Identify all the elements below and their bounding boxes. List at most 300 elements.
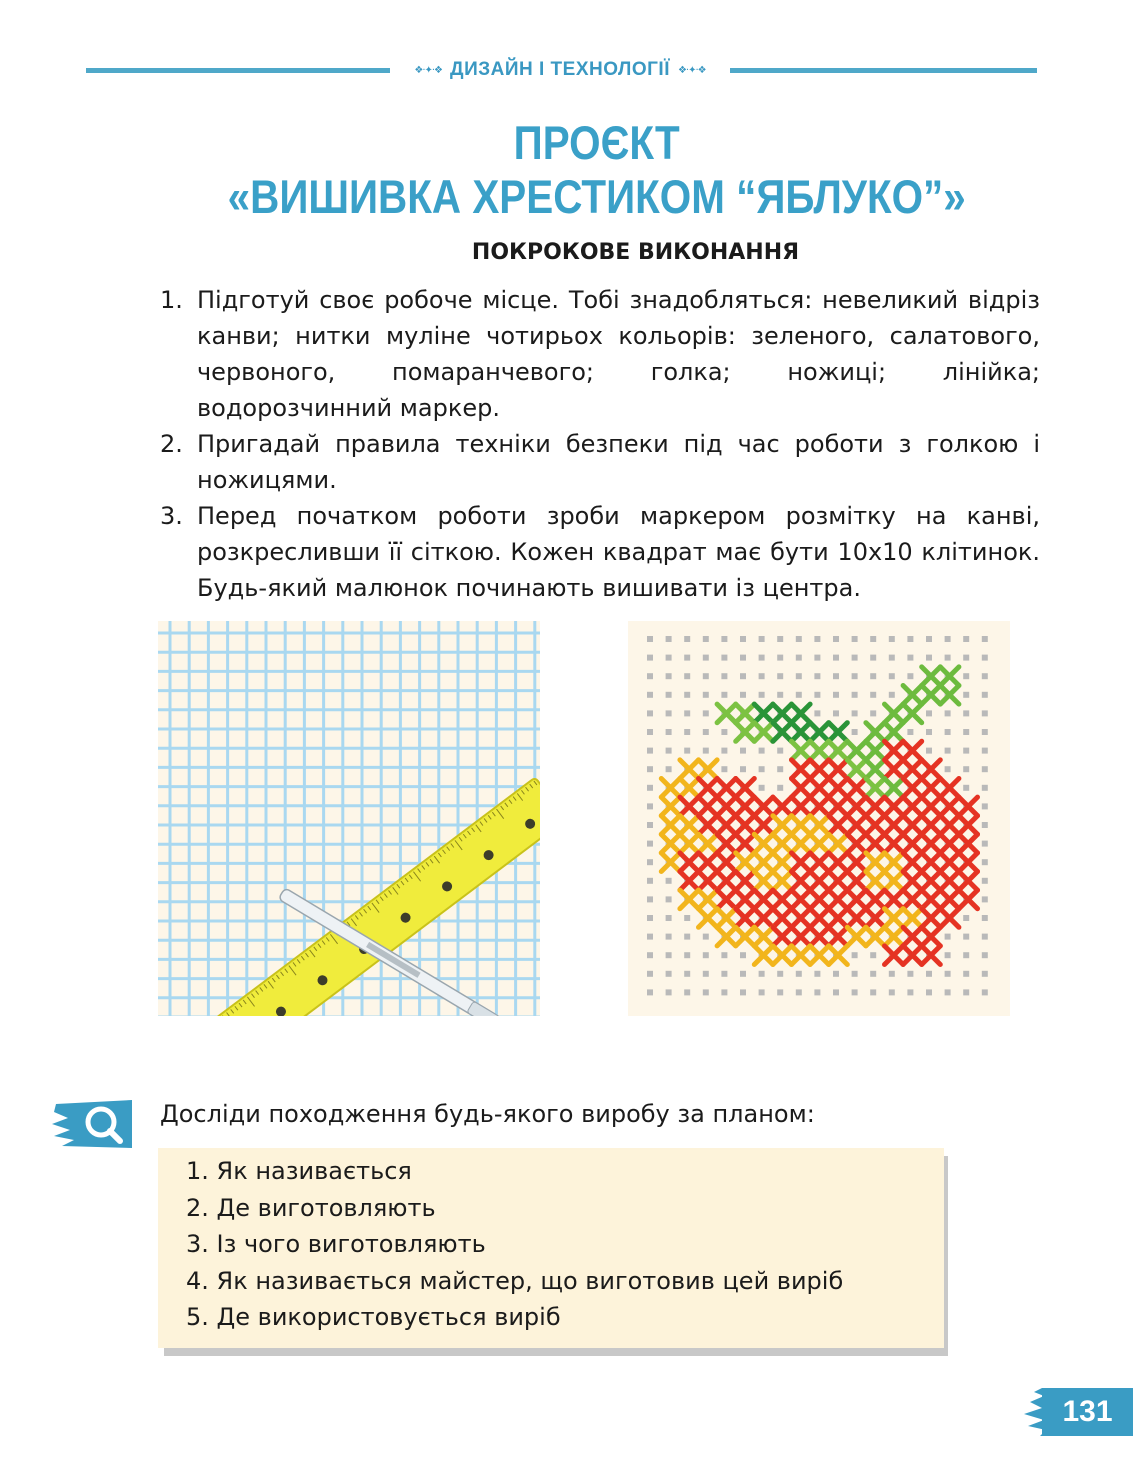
canvas-hole bbox=[833, 692, 839, 698]
canvas-hole bbox=[926, 655, 932, 661]
cross-stitch bbox=[940, 797, 959, 816]
cross-stitch bbox=[922, 909, 941, 928]
plan-box bbox=[158, 1148, 944, 1348]
cross-stitch bbox=[829, 927, 848, 946]
cross-stitch bbox=[717, 927, 736, 946]
cross-stitch bbox=[773, 946, 792, 965]
cross-stitch bbox=[810, 816, 829, 835]
cross-stitch bbox=[866, 760, 885, 779]
cross-stitch bbox=[922, 853, 941, 872]
cross-stitch bbox=[903, 853, 922, 872]
cross-stitch bbox=[754, 927, 773, 946]
cross-stitch bbox=[866, 853, 885, 872]
cross-stitch bbox=[866, 834, 885, 853]
canvas-hole bbox=[666, 729, 672, 735]
canvas-hole bbox=[777, 673, 783, 679]
cross-stitch bbox=[810, 723, 829, 742]
canvas-hole bbox=[703, 952, 709, 958]
canvas-hole bbox=[666, 896, 672, 902]
canvas-hole bbox=[721, 655, 727, 661]
canvas-hole bbox=[759, 692, 765, 698]
canvas-hole bbox=[963, 952, 969, 958]
canvas-hole bbox=[703, 989, 709, 995]
canvas-hole bbox=[759, 766, 765, 772]
cross-stitch bbox=[773, 853, 792, 872]
cross-stitch bbox=[940, 816, 959, 835]
canvas-hole bbox=[982, 748, 988, 754]
cross-stitch bbox=[754, 797, 773, 816]
canvas-hole bbox=[852, 673, 858, 679]
cross-stitch bbox=[717, 834, 736, 853]
canvas-hole bbox=[684, 692, 690, 698]
cross-stitch bbox=[922, 927, 941, 946]
cross-stitch bbox=[773, 927, 792, 946]
cross-stitch bbox=[810, 779, 829, 798]
canvas-hole bbox=[907, 655, 913, 661]
cross-stitch bbox=[810, 760, 829, 779]
canvas-hole bbox=[721, 692, 727, 698]
canvas-hole bbox=[982, 636, 988, 642]
cross-stitch bbox=[717, 704, 736, 723]
page-number: 131 bbox=[1042, 1388, 1133, 1436]
cross-stitch bbox=[792, 872, 811, 891]
canvas-hole bbox=[684, 915, 690, 921]
cross-stitch bbox=[903, 816, 922, 835]
cross-stitch bbox=[829, 760, 848, 779]
canvas-hole bbox=[759, 655, 765, 661]
cross-stitch bbox=[829, 797, 848, 816]
plan-item: 4. Як називається майстер, що виготовив цей виріб bbox=[186, 1266, 844, 1295]
canvas-hole bbox=[740, 655, 746, 661]
cross-stitch bbox=[661, 834, 680, 853]
canvas-hole bbox=[721, 729, 727, 735]
cross-stitch bbox=[699, 890, 718, 909]
cross-stitch bbox=[736, 723, 755, 742]
cross-stitch bbox=[847, 816, 866, 835]
cross-stitch bbox=[754, 890, 773, 909]
cross-stitch bbox=[866, 909, 885, 928]
cross-stitch bbox=[754, 704, 773, 723]
canvas-hole bbox=[945, 952, 951, 958]
cross-stitch bbox=[680, 872, 699, 891]
canvas-hole bbox=[982, 934, 988, 940]
canvas-hole bbox=[684, 636, 690, 642]
canvas-hole bbox=[796, 971, 802, 977]
canvas-hole bbox=[684, 655, 690, 661]
canvas-hole bbox=[889, 636, 895, 642]
canvas-hole bbox=[870, 673, 876, 679]
cross-stitch bbox=[792, 741, 811, 760]
cross-stitch bbox=[736, 909, 755, 928]
cross-stitch bbox=[885, 872, 904, 891]
canvas-hole bbox=[907, 673, 913, 679]
cross-stitch bbox=[717, 779, 736, 798]
cross-stitch bbox=[885, 779, 904, 798]
cross-stitch bbox=[959, 797, 978, 816]
cross-stitch bbox=[922, 667, 941, 686]
canvas-hole bbox=[703, 692, 709, 698]
cross-stitch bbox=[829, 853, 848, 872]
canvas-hole bbox=[666, 692, 672, 698]
header-section bbox=[390, 56, 730, 84]
apple-cross-stitch-illustration bbox=[628, 621, 1010, 1016]
cross-stitch bbox=[866, 797, 885, 816]
canvas-hole bbox=[814, 673, 820, 679]
canvas-hole bbox=[907, 636, 913, 642]
cross-stitch bbox=[810, 946, 829, 965]
canvas-hole bbox=[982, 692, 988, 698]
cross-stitch bbox=[885, 946, 904, 965]
cross-stitch bbox=[792, 946, 811, 965]
canvas-hole bbox=[777, 748, 783, 754]
step-item bbox=[160, 426, 1040, 498]
canvas-hole bbox=[945, 766, 951, 772]
canvas-hole bbox=[703, 971, 709, 977]
canvas-hole bbox=[963, 692, 969, 698]
canvas-hole bbox=[666, 748, 672, 754]
cross-stitch bbox=[847, 853, 866, 872]
canvas-hole bbox=[647, 710, 653, 716]
cross-stitch bbox=[754, 872, 773, 891]
ornament-left-icon: ❖·✦·❖ bbox=[414, 64, 443, 76]
canvas-hole bbox=[907, 971, 913, 977]
canvas-hole bbox=[963, 915, 969, 921]
canvas-hole bbox=[852, 952, 858, 958]
step-text: Підготуй своє робоче місце. Тобі знадобляться: невеликий відріз канви; нитки муліне чотирьох кольорів: зеленого, салатового, червоного, помаранчевого; голка; ножиці; лінійка; водорозчинний маркер. bbox=[197, 286, 1040, 422]
canvas-hole bbox=[982, 766, 988, 772]
cross-stitch bbox=[736, 704, 755, 723]
canvas-hole bbox=[759, 971, 765, 977]
section-subtitle: ПОКРОКОВЕ ВИКОНАННЯ bbox=[471, 240, 800, 265]
cross-stitch bbox=[866, 779, 885, 798]
canvas-hole bbox=[963, 785, 969, 791]
canvas-hole bbox=[982, 822, 988, 828]
cross-stitch bbox=[736, 872, 755, 891]
canvas-hole bbox=[684, 952, 690, 958]
section-title: ДИЗАЙН І ТЕХНОЛОГІЇ bbox=[450, 59, 670, 80]
cross-stitch bbox=[829, 723, 848, 742]
cross-stitch bbox=[922, 816, 941, 835]
cross-stitch bbox=[792, 890, 811, 909]
cross-stitch bbox=[736, 797, 755, 816]
cross-stitch bbox=[940, 779, 959, 798]
step-text: Пригадай правила техніки безпеки під час роботи з голкою і ножицями. bbox=[197, 430, 1040, 494]
canvas-hole bbox=[814, 692, 820, 698]
plan-item: 1. Як називається bbox=[186, 1157, 412, 1185]
cross-stitch bbox=[717, 890, 736, 909]
canvas-hole bbox=[814, 971, 820, 977]
cross-stitch bbox=[792, 816, 811, 835]
canvas-hole bbox=[666, 971, 672, 977]
cross-stitch bbox=[810, 927, 829, 946]
cross-stitch bbox=[866, 741, 885, 760]
cross-stitch bbox=[959, 890, 978, 909]
cross-stitch bbox=[940, 686, 959, 705]
cross-stitch bbox=[773, 797, 792, 816]
cross-stitch bbox=[680, 760, 699, 779]
cross-stitch bbox=[885, 760, 904, 779]
cross-stitch bbox=[903, 779, 922, 798]
canvas-hole bbox=[666, 878, 672, 884]
cross-stitch bbox=[661, 853, 680, 872]
step-text: Перед початком роботи зроби маркером розмітку на канві, розкресливши її сіткою. Кожен квадрат має бути 10х10 клітинок. Будь-який малюнок починають вишивати із центра. bbox=[197, 502, 1040, 602]
canvas-hole bbox=[833, 673, 839, 679]
canvas-hole bbox=[796, 636, 802, 642]
cross-stitch bbox=[959, 853, 978, 872]
cross-stitch bbox=[736, 834, 755, 853]
canvas-hole bbox=[647, 803, 653, 809]
canvas-hole bbox=[703, 710, 709, 716]
research-instruction: Досліди походження будь-якого виробу за планом: bbox=[160, 1100, 815, 1128]
cross-stitch bbox=[736, 890, 755, 909]
cross-stitch bbox=[736, 816, 755, 835]
cross-stitch bbox=[754, 816, 773, 835]
cross-stitch bbox=[773, 872, 792, 891]
cross-stitch bbox=[773, 909, 792, 928]
cross-stitch bbox=[847, 872, 866, 891]
canvas-hole bbox=[926, 636, 932, 642]
canvas-hole bbox=[647, 859, 653, 865]
page-title-line1: ПРОЄКТ bbox=[513, 116, 680, 169]
canvas-hole bbox=[814, 989, 820, 995]
canvas-hole bbox=[982, 841, 988, 847]
cross-stitch bbox=[922, 872, 941, 891]
cross-stitch bbox=[717, 797, 736, 816]
cross-stitch bbox=[885, 816, 904, 835]
cross-stitch bbox=[885, 723, 904, 742]
cross-stitch bbox=[903, 946, 922, 965]
cross-stitch bbox=[773, 723, 792, 742]
cross-stitch bbox=[792, 760, 811, 779]
cross-stitch bbox=[866, 872, 885, 891]
cross-stitch bbox=[903, 704, 922, 723]
canvas-hole bbox=[963, 673, 969, 679]
canvas-hole bbox=[721, 636, 727, 642]
canvas-hole bbox=[870, 692, 876, 698]
canvas-hole bbox=[945, 655, 951, 661]
cross-stitch bbox=[773, 704, 792, 723]
canvas-hole bbox=[647, 841, 653, 847]
cross-stitch bbox=[922, 686, 941, 705]
canvas-hole bbox=[982, 785, 988, 791]
canvas-hole bbox=[889, 655, 895, 661]
canvas-hole bbox=[945, 710, 951, 716]
canvas-hole bbox=[889, 673, 895, 679]
cross-stitch bbox=[680, 797, 699, 816]
cross-stitch bbox=[847, 927, 866, 946]
cross-stitch bbox=[885, 741, 904, 760]
cross-stitch bbox=[959, 816, 978, 835]
steps-list bbox=[160, 282, 1040, 606]
canvas-hole bbox=[796, 655, 802, 661]
canvas-hole bbox=[963, 989, 969, 995]
plan-list bbox=[186, 1153, 843, 1336]
canvas-hole bbox=[963, 971, 969, 977]
canvas-hole bbox=[982, 859, 988, 865]
cross-stitch bbox=[829, 741, 848, 760]
cross-stitch bbox=[866, 816, 885, 835]
cross-stitch bbox=[866, 723, 885, 742]
canvas-hole bbox=[740, 692, 746, 698]
cross-stitch bbox=[736, 853, 755, 872]
cross-stitch bbox=[699, 779, 718, 798]
canvas-hole bbox=[852, 729, 858, 735]
step-number: 2. bbox=[160, 430, 183, 458]
canvas-hole bbox=[777, 989, 783, 995]
canvas-hole bbox=[647, 673, 653, 679]
cross-stitch bbox=[717, 853, 736, 872]
cross-stitch bbox=[661, 797, 680, 816]
canvas-hole bbox=[647, 766, 653, 772]
canvas-hole bbox=[870, 636, 876, 642]
cross-stitch bbox=[754, 946, 773, 965]
canvas-hole bbox=[926, 710, 932, 716]
canvas-hole bbox=[703, 934, 709, 940]
ruler-body bbox=[200, 777, 540, 1016]
canvas-hole bbox=[666, 952, 672, 958]
canvas-hole bbox=[647, 952, 653, 958]
canvas-hole bbox=[796, 692, 802, 698]
canvas-hole bbox=[703, 673, 709, 679]
cross-stitch bbox=[847, 834, 866, 853]
canvas-hole bbox=[814, 655, 820, 661]
canvas-hole bbox=[796, 989, 802, 995]
canvas-hole bbox=[889, 971, 895, 977]
cross-stitch bbox=[699, 816, 718, 835]
canvas-hole bbox=[684, 971, 690, 977]
canvas-hole bbox=[684, 673, 690, 679]
canvas-hole bbox=[963, 710, 969, 716]
cross-stitch bbox=[792, 927, 811, 946]
cross-stitch bbox=[922, 779, 941, 798]
cross-stitch bbox=[885, 797, 904, 816]
cross-stitch bbox=[940, 667, 959, 686]
cross-stitch bbox=[792, 723, 811, 742]
canvas-hole bbox=[963, 636, 969, 642]
canvas-hole bbox=[647, 692, 653, 698]
canvas-hole bbox=[833, 655, 839, 661]
canvas-hole bbox=[963, 766, 969, 772]
canvas-hole bbox=[945, 989, 951, 995]
canvas-hole bbox=[666, 934, 672, 940]
cross-stitch bbox=[810, 890, 829, 909]
cross-stitch bbox=[754, 834, 773, 853]
canvas-hole bbox=[852, 971, 858, 977]
canvas-hole bbox=[647, 636, 653, 642]
canvas-hole bbox=[740, 952, 746, 958]
canvas-hole bbox=[684, 710, 690, 716]
canvas-hole bbox=[647, 748, 653, 754]
canvas-hole bbox=[666, 636, 672, 642]
cross-stitch bbox=[699, 909, 718, 928]
cross-stitch bbox=[829, 946, 848, 965]
canvas-hole bbox=[982, 803, 988, 809]
cross-stitch bbox=[792, 704, 811, 723]
cross-stitch bbox=[717, 909, 736, 928]
canvas-hole bbox=[721, 989, 727, 995]
canvas-hole bbox=[852, 710, 858, 716]
canvas-hole bbox=[647, 729, 653, 735]
cross-stitch bbox=[680, 779, 699, 798]
canvas-hole bbox=[740, 989, 746, 995]
canvas-hole bbox=[647, 785, 653, 791]
cross-stitch bbox=[773, 816, 792, 835]
cross-stitch bbox=[903, 909, 922, 928]
cross-stitch bbox=[754, 723, 773, 742]
canvas-hole bbox=[647, 878, 653, 884]
step-item bbox=[160, 498, 1040, 606]
cross-stitch bbox=[699, 853, 718, 872]
canvas-hole bbox=[740, 766, 746, 772]
canvas-hole bbox=[907, 729, 913, 735]
cross-stitch bbox=[903, 686, 922, 705]
canvas-hole bbox=[684, 934, 690, 940]
canvas-hole bbox=[926, 729, 932, 735]
plan-item: 3. Із чого виготовляють bbox=[186, 1230, 486, 1258]
canvas-grid-illustration bbox=[158, 621, 540, 1016]
cross-stitch bbox=[829, 872, 848, 891]
canvas-hole bbox=[833, 710, 839, 716]
ruler-icon bbox=[200, 777, 540, 1016]
canvas-hole bbox=[945, 748, 951, 754]
canvas-hole bbox=[982, 896, 988, 902]
canvas-hole bbox=[926, 748, 932, 754]
cross-stitch bbox=[792, 909, 811, 928]
canvas-hole bbox=[963, 729, 969, 735]
cross-stitch bbox=[885, 704, 904, 723]
canvas-hole bbox=[945, 729, 951, 735]
canvas-hole bbox=[982, 989, 988, 995]
canvas-hole bbox=[814, 710, 820, 716]
cross-stitch bbox=[922, 797, 941, 816]
canvas-hole bbox=[814, 636, 820, 642]
canvas-hole bbox=[759, 989, 765, 995]
cross-stitch bbox=[885, 890, 904, 909]
canvas-hole bbox=[647, 989, 653, 995]
cross-stitch bbox=[792, 834, 811, 853]
canvas-hole bbox=[777, 692, 783, 698]
cross-stitch bbox=[699, 797, 718, 816]
cross-stitch bbox=[866, 927, 885, 946]
canvas-hole bbox=[870, 989, 876, 995]
cross-stitch bbox=[940, 890, 959, 909]
cross-stitch bbox=[829, 909, 848, 928]
canvas-hole bbox=[852, 692, 858, 698]
canvas-hole bbox=[740, 748, 746, 754]
cross-stitch bbox=[847, 779, 866, 798]
canvas-hole bbox=[870, 971, 876, 977]
cross-stitch bbox=[680, 890, 699, 909]
cross-stitch bbox=[810, 834, 829, 853]
canvas-hole bbox=[721, 971, 727, 977]
cross-stitch bbox=[829, 890, 848, 909]
canvas-hole bbox=[666, 655, 672, 661]
cross-stitch bbox=[922, 760, 941, 779]
cross-stitch bbox=[940, 834, 959, 853]
canvas-hole bbox=[647, 822, 653, 828]
canvas-hole bbox=[703, 655, 709, 661]
canvas-hole bbox=[740, 971, 746, 977]
cross-stitch bbox=[792, 797, 811, 816]
canvas-hole bbox=[982, 673, 988, 679]
canvas-hole bbox=[759, 748, 765, 754]
cross-stitch bbox=[829, 779, 848, 798]
canvas-hole bbox=[703, 748, 709, 754]
cross-stitch bbox=[792, 853, 811, 872]
cross-stitch bbox=[699, 834, 718, 853]
canvas-hole bbox=[759, 673, 765, 679]
cross-stitch bbox=[866, 890, 885, 909]
